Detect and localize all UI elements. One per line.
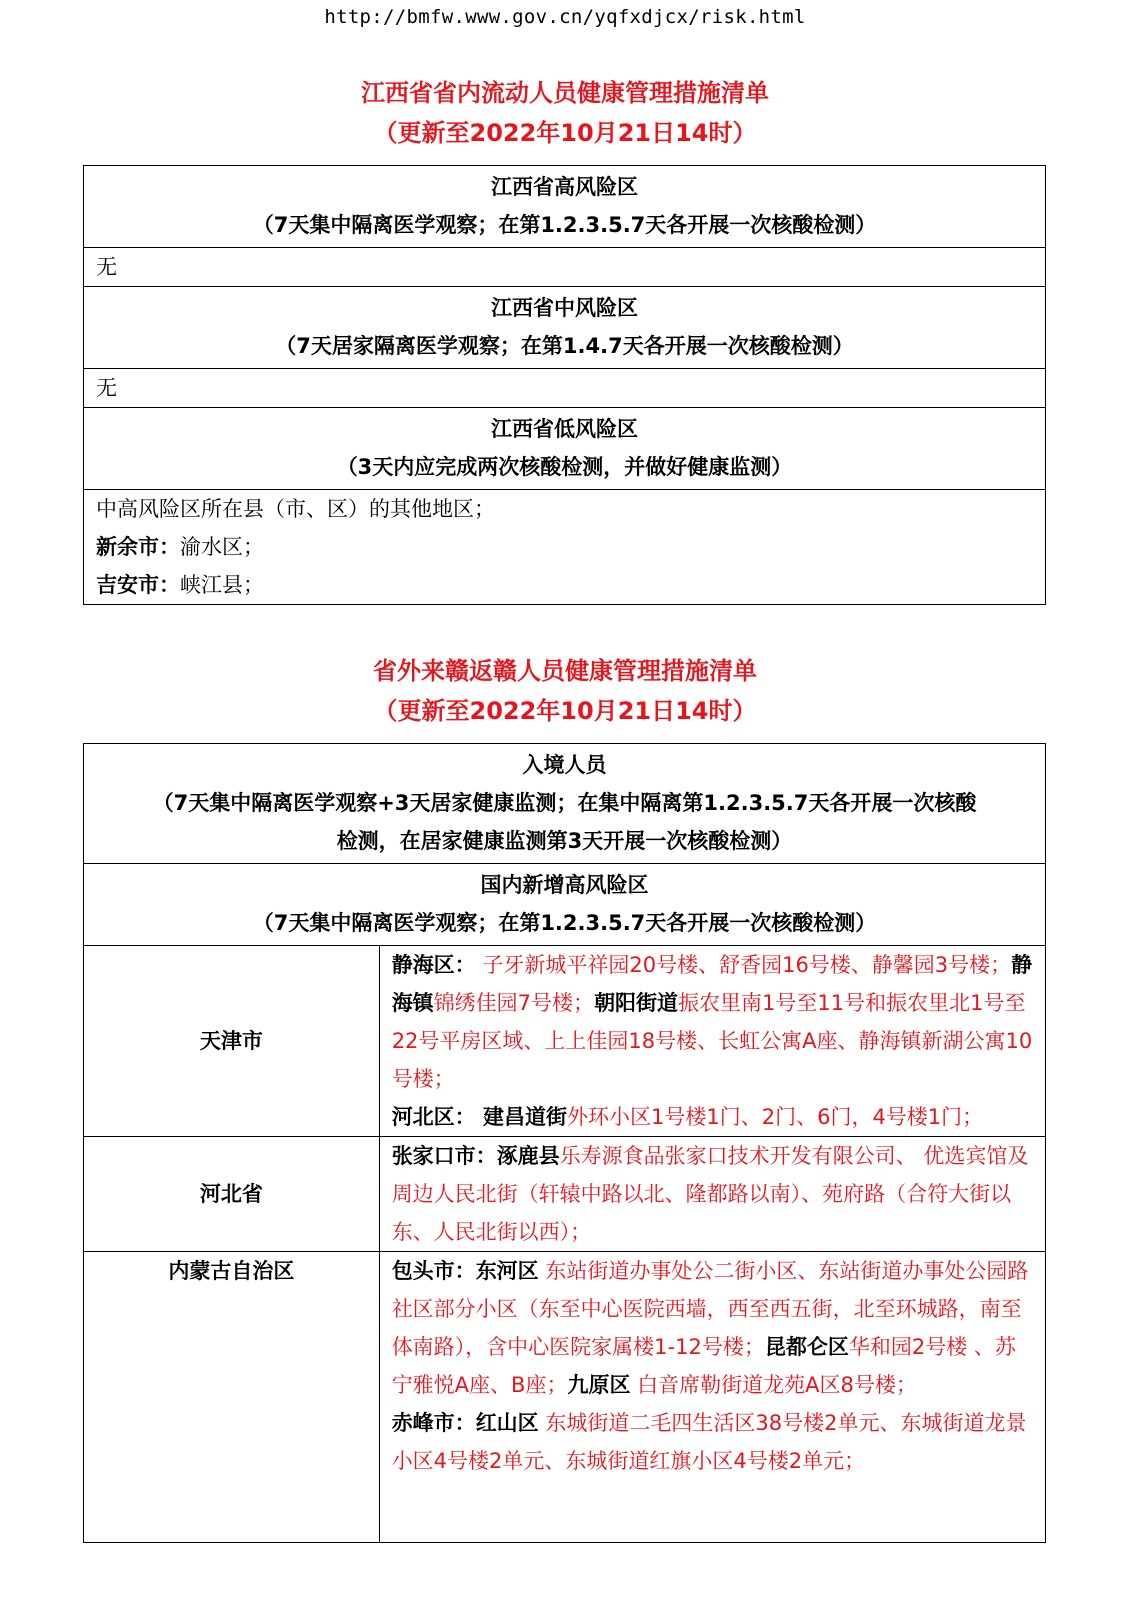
jiuyuan-district: 九原区 [567,1373,631,1397]
tianjin-name: 天津市 [84,946,380,1137]
low-risk-xinyu [96,528,1033,566]
low-risk-heading: 江西省低风险区 [491,417,638,441]
hebei-district-label: 河北区： [391,1105,476,1129]
neimenggu-name: 内蒙古自治区 [84,1252,380,1543]
mid-risk-header-row [84,287,1046,369]
high-risk-header [84,166,1046,248]
low-risk-content-row [84,490,1046,605]
neimenggu-areas [379,1252,1045,1543]
new-high-risk-row [84,864,1046,946]
baotou-label: 包头市： [391,1259,476,1283]
outside-province-table [83,743,1046,1543]
donghe-district: 东河区 [475,1259,539,1283]
tianjin-row [84,946,1046,1137]
jianchang-items: 外环小区1号楼1门、2门、6门，4号楼1门； [567,1105,984,1129]
high-risk-measure: （7天集中隔离医学观察；在第1.2.3.5.7天各开展一次核酸检测） [252,213,877,237]
section1-title: 江西省省内流动人员健康管理措施清单 [361,79,769,107]
hongshan-items: 东城街道二毛四生活区38号楼2单元、东城街道龙景小区4号楼2单元、东城街道红旗小区4号楼2单元； [391,1411,1027,1473]
neimenggu-row [84,1252,1046,1543]
inbound-header [84,744,1046,864]
inbound-heading: 入境人员 [522,753,607,777]
section1-updated: （更新至2022年10月21日14时） [373,119,757,147]
jian-area: 峡江县； [180,573,264,597]
new-high-risk-header [84,864,1046,946]
zhangjiakou-line [392,1137,1033,1251]
tianjin-jinghai [392,946,1033,1098]
mid-risk-content-row [84,369,1046,408]
page-url: http://bmfw.www.gov.cn/yqfxdjcx/risk.html [324,6,806,28]
hebei-areas [379,1137,1045,1252]
mid-risk-measure: （7天居家隔离医学观察；在第1.4.7天各开展一次核酸检测） [275,334,854,358]
low-risk-header [84,408,1046,490]
jiuyuan-items: 白音席勒街道龙苑A区8号楼； [630,1373,917,1397]
high-risk-content: 无 [84,248,1046,287]
new-high-risk-measure: （7天集中隔离医学观察；在第1.2.3.5.7天各开展一次核酸检测） [252,911,877,935]
inbound-row [84,744,1046,864]
hebei-row [84,1137,1046,1252]
inbound-measure-1: （7天集中隔离医学观察+3天居家健康监测；在集中隔离第1.2.3.5.7天各开展一次核酸 [152,791,977,815]
mid-risk-content: 无 [84,369,1046,408]
low-risk-measure: （3天内应完成两次核酸检测，并做好健康监测） [336,455,793,479]
jinghai-town: 静海镇 [391,953,1033,1015]
chaoyang-street: 朝阳街道 [594,991,679,1015]
high-risk-content-row [84,248,1046,287]
low-risk-jian [96,566,1033,604]
new-high-risk-heading: 国内新增高风险区 [480,873,649,897]
jianchang-street: 建昌道街 [475,1105,567,1129]
hebei-name: 河北省 [84,1137,380,1252]
kundulun-items: 华和园2号楼 、苏宁雅悦A座、B座； [391,1335,1016,1397]
xinyu-area: 渝水区； [180,535,264,559]
low-risk-header-row [84,408,1046,490]
chifeng-label: 赤峰市： [391,1411,476,1435]
jinghai-items-a: 子牙新城平祥园20号楼、舒香园16号楼、静馨园3号楼； [475,953,1012,977]
high-risk-header-row [84,166,1046,248]
jian-city: 吉安市： [96,573,180,597]
zhuolu-items: 乐寿源食品张家口技术开发有限公司、 优选宾馆及周边人民北街（轩辕中路以北、隆都路以南）、苑府路（合符大街以东、人民北街以西）； [391,1144,1029,1244]
low-risk-content [84,490,1046,605]
low-risk-line1: 中高风险区所在县（市、区）的其他地区； [96,497,495,521]
section2-title: 省外来赣返赣人员健康管理措施清单 [373,657,757,685]
chifeng-line [392,1404,1033,1480]
baotou-line [392,1252,1033,1404]
tianjin-hebei-district [392,1098,1033,1136]
jiangxi-risk-table [83,165,1046,605]
jinghai-items-b: 锦绣佳园7号楼； [433,991,595,1015]
zhuolu-county: 涿鹿县 [496,1144,560,1168]
chaoyang-items: 振农里南1号至11号和振农里北1号至22号平房区域、上上佳园18号楼、长虹公寓A座、静海镇新湖公寓10号楼； [391,991,1033,1091]
xinyu-city: 新余市： [96,535,180,559]
mid-risk-heading: 江西省中风险区 [491,296,638,320]
high-risk-heading: 江西省高风险区 [491,175,638,199]
kundulun-district: 昆都仑区 [764,1335,849,1359]
zhangjiakou-label: 张家口市： [391,1144,497,1168]
mid-risk-header [84,287,1046,369]
section2-updated: （更新至2022年10月21日14时） [373,697,757,725]
donghe-items: 东站街道办事处公二街小区、东站街道办事处公园路社区部分小区（东至中心医院西墙，西至西五街，北至环城路，南至体南路），含中心医院家属楼1-12号楼； [391,1259,1029,1359]
jinghai-label: 静海区： [391,953,476,977]
tianjin-areas [379,946,1045,1137]
inbound-measure-2: 检测，在居家健康监测第3天开展一次核酸检测） [336,829,793,853]
hongshan-district: 红山区 [475,1411,539,1435]
